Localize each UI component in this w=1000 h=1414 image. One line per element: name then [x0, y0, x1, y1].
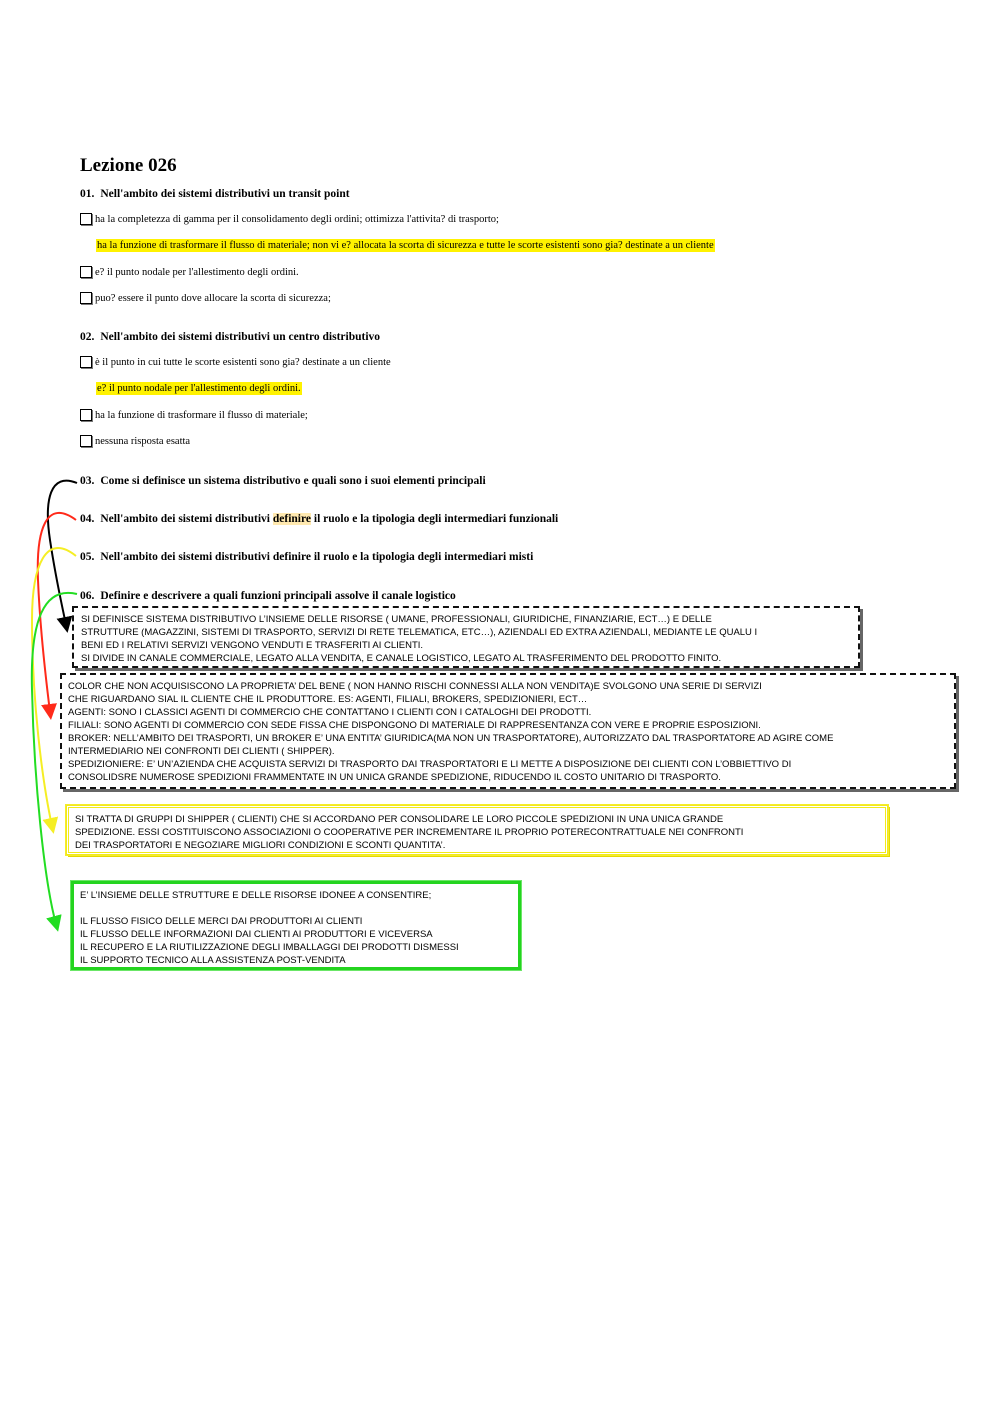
answer-box-q05 — [66, 805, 888, 855]
question-number: 03. — [80, 475, 95, 487]
answer-line: BROKER: NELL’AMBITO DEI TRASPORTI, UN BROKER E’ UNA ENTITA’ GIURIDICA(MA NON UN TRASPORTATORE), AUTORIZZATO DAL TRASPORTATORE AD AGIRE COME — [68, 733, 834, 744]
checkbox[interactable] — [80, 356, 92, 368]
answer-line: SPEDIZIONIERE: E’ UN’AZIENDA CHE ACQUISTA SERVIZI DI TRASPORTO DAI TRASPORTATORI E LI METTE A DISPOSIZIONE DEI CLIENTI CON L’OBBIETTIVO DI — [68, 759, 792, 770]
arrow-black — [48, 481, 77, 625]
answer-option[interactable] — [80, 213, 499, 225]
question-06 — [80, 590, 456, 602]
checkbox[interactable] — [80, 435, 92, 447]
answer-option[interactable] — [80, 356, 391, 368]
answer-line: IL FLUSSO DELLE INFORMAZIONI DAI CLIENTI AI PRODUTTORI E VICEVERSA — [80, 929, 433, 940]
checkbox[interactable] — [80, 266, 92, 278]
question-01 — [80, 188, 350, 200]
page-title: Lezione 026 — [80, 155, 177, 176]
answer-option[interactable] — [80, 292, 331, 304]
answer-line: SI TRATTA DI GRUPPI DI SHIPPER ( CLIENTI) CHE SI ACCORDANO PER CONSOLIDARE LE LORO PICCOLE SPEDIZIONI IN UNA UNICA GRANDE — [75, 814, 724, 825]
question-number: 01. — [80, 188, 95, 200]
question-number: 02. — [80, 331, 95, 343]
question-04 — [80, 513, 558, 525]
answer-line: IL RECUPERO E LA RIUTILIZZAZIONE DEGLI IMBALLAGGI DEI PRODOTTI DISMESSI — [80, 942, 459, 953]
answer-box-q06 — [71, 881, 521, 970]
answer-line: COLOR CHE NON ACQUISISCONO LA PROPRIETA’ DEL BENE ( NON HANNO RISCHI CONNESSI ALLA NON VENDITA)E SVOLGONO UNA SERIE DI SERVIZI — [68, 681, 762, 692]
checkbox[interactable] — [80, 213, 92, 225]
option-text: ha la completezza di gamma per il consolidamento degli ordini; ottimizza l'attivita? di trasporto; — [95, 213, 499, 225]
highlighted-word: definire — [272, 513, 311, 525]
answer-option[interactable] — [80, 435, 190, 447]
answer-line: CONSOLIDSRE NUMEROSE SPEDIZIONI FRAMMENTATE IN UN UNICA GRANDE SPEDIZIONE, RIDUCENDO IL COSTO UNITARIO DI TRASPORTO. — [68, 772, 721, 783]
answer-line: SI DEFINISCE SISTEMA DISTRIBUTIVO L’INSIEME DELLE RISORSE ( UMANE, PROFESSIONALI, GIURIDICHE, FINANZIARIE, ECT…) E DELLE — [81, 614, 712, 625]
answer-line: INTERMEDIARIO NEI CONFRONTI DEI CLIENTI ( SHIPPER). — [68, 746, 335, 757]
answer-line: E’ L’INSIEME DELLE STRUTTURE E DELLE RISORSE IDONEE A CONSENTIRE; — [80, 890, 432, 901]
answer-line: IL SUPPORTO TECNICO ALLA ASSISTENZA POST-VENDITA — [80, 955, 346, 966]
question-number: 06. — [80, 590, 95, 602]
question-02 — [80, 331, 380, 343]
answer-line: SPEDIZIONE. ESSI COSTITUISCONO ASSOCIAZIONI O COOPERATIVE PER INCREMENTARE IL PROPRIO POTERECONTRATTUALE NEI CONFRONTI — [75, 827, 744, 838]
answer-box-q03 — [72, 606, 860, 668]
question-text-pre: Nell'ambito dei sistemi distributivi — [100, 513, 273, 525]
answer-line: CHE RIGUARDANO SIAL IL CLIENTE CHE IL PRODUTTORE. ES: AGENTI, FILIALI, BROKERS, SPEDIZIONIERI, ECT… — [68, 694, 588, 705]
answer-option[interactable] — [80, 409, 308, 421]
answer-line — [80, 902, 512, 915]
answer-line: BENI ED I RELATIVI SERVIZI VENGONO VENDUTI E TRASFERITI AI CLIENTI. — [81, 640, 424, 651]
answer-option-correct[interactable]: ha la funzione di trasformare il flusso di materiale; non vi e? allocata la scorta di sicurezza e tutte le scorte esistenti sono gia? destinate a un cliente — [97, 240, 714, 251]
checkbox[interactable] — [80, 409, 92, 421]
question-text: Nell'ambito dei sistemi distributivi un centro distributivo — [100, 331, 381, 343]
option-text: e? il punto nodale per l'allestimento degli ordini. — [95, 266, 299, 278]
answer-option[interactable] — [80, 266, 299, 278]
answer-line: STRUTTURE (MAGAZZINI, SISTEMI DI TRASPORTO, SERVIZI DI RETE TELEMATICA, ETC…), AZIENDALI ED EXTRA AZIENDALI, MEDIANTE LE QUALU I — [81, 627, 758, 638]
question-05 — [80, 551, 533, 563]
answer-box-q04 — [60, 673, 956, 789]
answer-line: AGENTI: SONO I CLASSICI AGENTI DI COMMERCIO CHE CONTATTANO I CLIENTI CON I CATALOGHI DEI PRODOTTI. — [68, 707, 592, 718]
answer-option-correct[interactable]: e? il punto nodale per l'allestimento degli ordini. — [97, 383, 301, 394]
question-03 — [80, 475, 486, 487]
option-text: puo? essere il punto dove allocare la scorta di sicurezza; — [95, 292, 331, 304]
checkbox[interactable] — [80, 292, 92, 304]
question-text: Nell'ambito dei sistemi distributivi definire il ruolo e la tipologia degli intermediari misti — [100, 551, 534, 563]
answer-line: IL FLUSSO FISICO DELLE MERCI DAI PRODUTTORI AI CLIENTI — [80, 916, 363, 927]
option-text: è il punto in cui tutte le scorte esistenti sono gia? destinate a un cliente — [95, 356, 391, 368]
question-number: 04. — [80, 513, 95, 525]
answer-line: SI DIVIDE IN CANALE COMMERCIALE, LEGATO ALLA VENDITA, E CANALE LOGISTICO, LEGATO AL TRASFERIMENTO DEL PRODOTTO FINITO. — [81, 653, 722, 664]
option-text: nessuna risposta esatta — [95, 435, 191, 447]
question-text: Definire e descrivere a quali funzioni principali assolve il canale logistico — [100, 590, 456, 602]
answer-line: DEI TRASPORTATORI E NEGOZIARE MIGLIORI CONDIZIONI E SCONTI QUANTITA’. — [75, 840, 446, 851]
question-text: Come si definisce un sistema distributivo e quali sono i suoi elementi principali — [100, 475, 486, 487]
option-text: ha la funzione di trasformare il flusso di materiale; — [95, 409, 308, 421]
question-text: Nell'ambito dei sistemi distributivi un transit point — [100, 188, 350, 200]
question-text-post: il ruolo e la tipologia degli intermediari funzionali — [311, 513, 559, 525]
question-number: 05. — [80, 551, 95, 563]
answer-line: FILIALI: SONO AGENTI DI COMMERCIO CON SEDE FISSA CHE DISPONGONO DI MATERIALE DI RAPPRESENTANZA CON VERE E PROPRIE ESPOSIZIONI. — [68, 720, 761, 731]
